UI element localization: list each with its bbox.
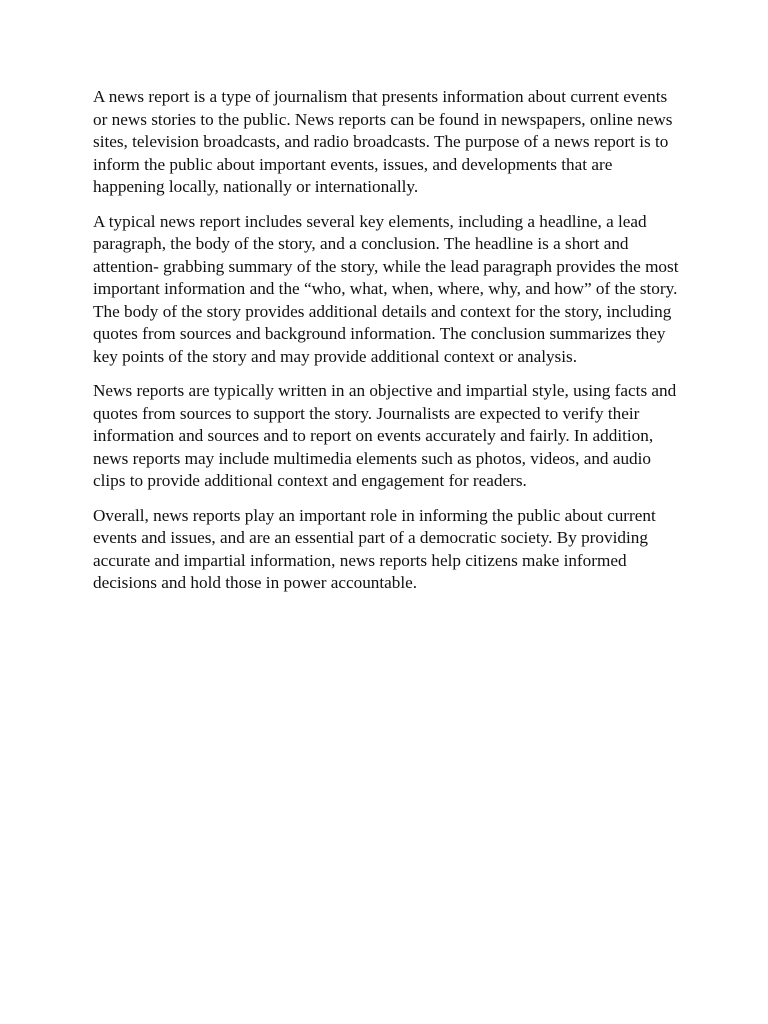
paragraph-4: Overall, news reports play an important role in informing the public about current events and issues, and are an essential part of a democratic society. By providing accurate and impartial information, news reports help citizens make informed decisions and hold those in power accountable. — [93, 505, 656, 592]
paragraph-2: A typical news report includes several key elements, including a headline, a lead paragraph, the body of the story, and a conclusion. The headline is a short and attention- grabbing summary of the story, while the lead paragraph provides the most important information and the “who, what, when, where, why, and how” of the story. The body of the story provides additional details and context for the story, including quotes from sources and background information. The conclusion summarizes they key points of the story and may provide additional context or analysis. — [93, 211, 679, 366]
document-page — [93, 86, 681, 607]
paragraph-3: News reports are typically written in an objective and impartial style, using facts and quotes from sources to support the story. Journalists are expected to verify their information and sources and to report on events accurately and fairly. In addition, news reports may include multimedia elements such as photos, videos, and audio clips to provide additional context and engagement for readers. — [93, 381, 677, 490]
paragraph-1: A news report is a type of journalism that presents information about current events or news stories to the public. News reports can be found in newspapers, online news sites, television broadcasts, and radio broadcasts. The purpose of a news report is to inform the public about important events, issues, and developments that are happening locally, nationally or internationally. — [93, 87, 673, 196]
